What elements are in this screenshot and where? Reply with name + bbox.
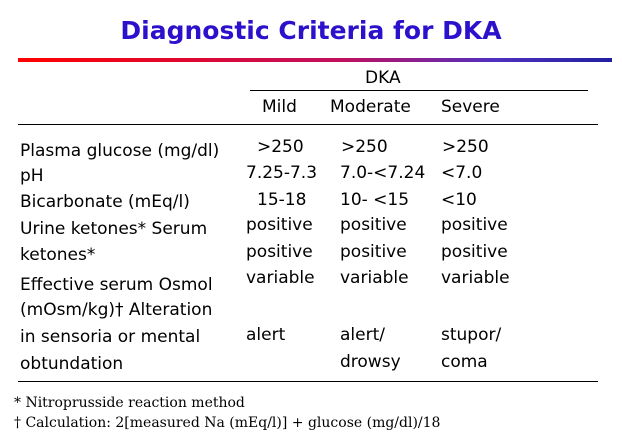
column-header-severe: Severe <box>441 97 500 117</box>
cell-serum-ketones-mild: positive <box>246 242 313 262</box>
column-header-moderate: Moderate <box>330 97 411 117</box>
row-label-ketones-line1: Urine ketones* Serum <box>20 219 208 239</box>
cell-mental-moderate-line2: drowsy <box>340 352 401 372</box>
row-label-mental-line2: obtundation <box>20 354 124 374</box>
page-title: Diagnostic Criteria for DKA <box>120 16 502 45</box>
cell-mental-severe-line2: coma <box>441 352 488 372</box>
cell-osmol-moderate: variable <box>340 268 409 288</box>
cell-mental-mild: alert <box>246 325 286 345</box>
cell-urine-ketones-mild: positive <box>246 215 313 235</box>
title-divider <box>18 58 612 62</box>
cell-mental-severe-line1: stupor/ <box>441 325 502 345</box>
row-label-mental-line1: in sensoria or mental <box>20 327 201 347</box>
cell-bicarb-mild: 15-18 <box>257 190 307 210</box>
dka-group-header: DKA <box>365 68 401 88</box>
row-label-bicarbonate: Bicarbonate (mEq/l) <box>20 192 190 212</box>
row-label-ph: pH <box>20 166 44 186</box>
row-label-plasma-glucose: Plasma glucose (mg/dl) <box>20 141 220 161</box>
cell-osmol-mild: variable <box>246 268 315 288</box>
cell-bicarb-severe: <10 <box>441 190 477 210</box>
cell-ph-moderate: 7.0-<7.24 <box>340 163 426 183</box>
cell-urine-ketones-severe: positive <box>441 215 508 235</box>
group-header-underline <box>250 90 588 91</box>
cell-mental-moderate-line1: alert/ <box>340 325 385 345</box>
cell-glucose-moderate: >250 <box>341 137 388 157</box>
cell-serum-ketones-severe: positive <box>441 242 508 262</box>
header-bottom-rule <box>18 124 598 125</box>
cell-urine-ketones-moderate: positive <box>340 215 407 235</box>
table-bottom-rule <box>18 381 598 382</box>
footnote-nitroprusside: * Nitroprusside reaction method <box>14 395 245 411</box>
column-header-mild: Mild <box>262 97 297 117</box>
cell-ph-mild: 7.25-7.3 <box>246 163 318 183</box>
cell-osmol-severe: variable <box>441 268 510 288</box>
cell-serum-ketones-moderate: positive <box>340 242 407 262</box>
cell-glucose-severe: >250 <box>442 137 489 157</box>
cell-ph-severe: <7.0 <box>441 163 483 183</box>
cell-glucose-mild: >250 <box>257 137 304 157</box>
row-label-osmol-line2: (mOsm/kg)† Alteration <box>20 300 213 320</box>
row-label-osmol-line1: Effective serum Osmol <box>20 275 213 295</box>
footnote-calculation: † Calculation: 2[measured Na (mEq/l)] + glucose (mg/dl)/18 <box>14 415 441 431</box>
cell-bicarb-moderate: 10- <15 <box>340 190 410 210</box>
row-label-ketones-line2: ketones* <box>20 245 96 265</box>
